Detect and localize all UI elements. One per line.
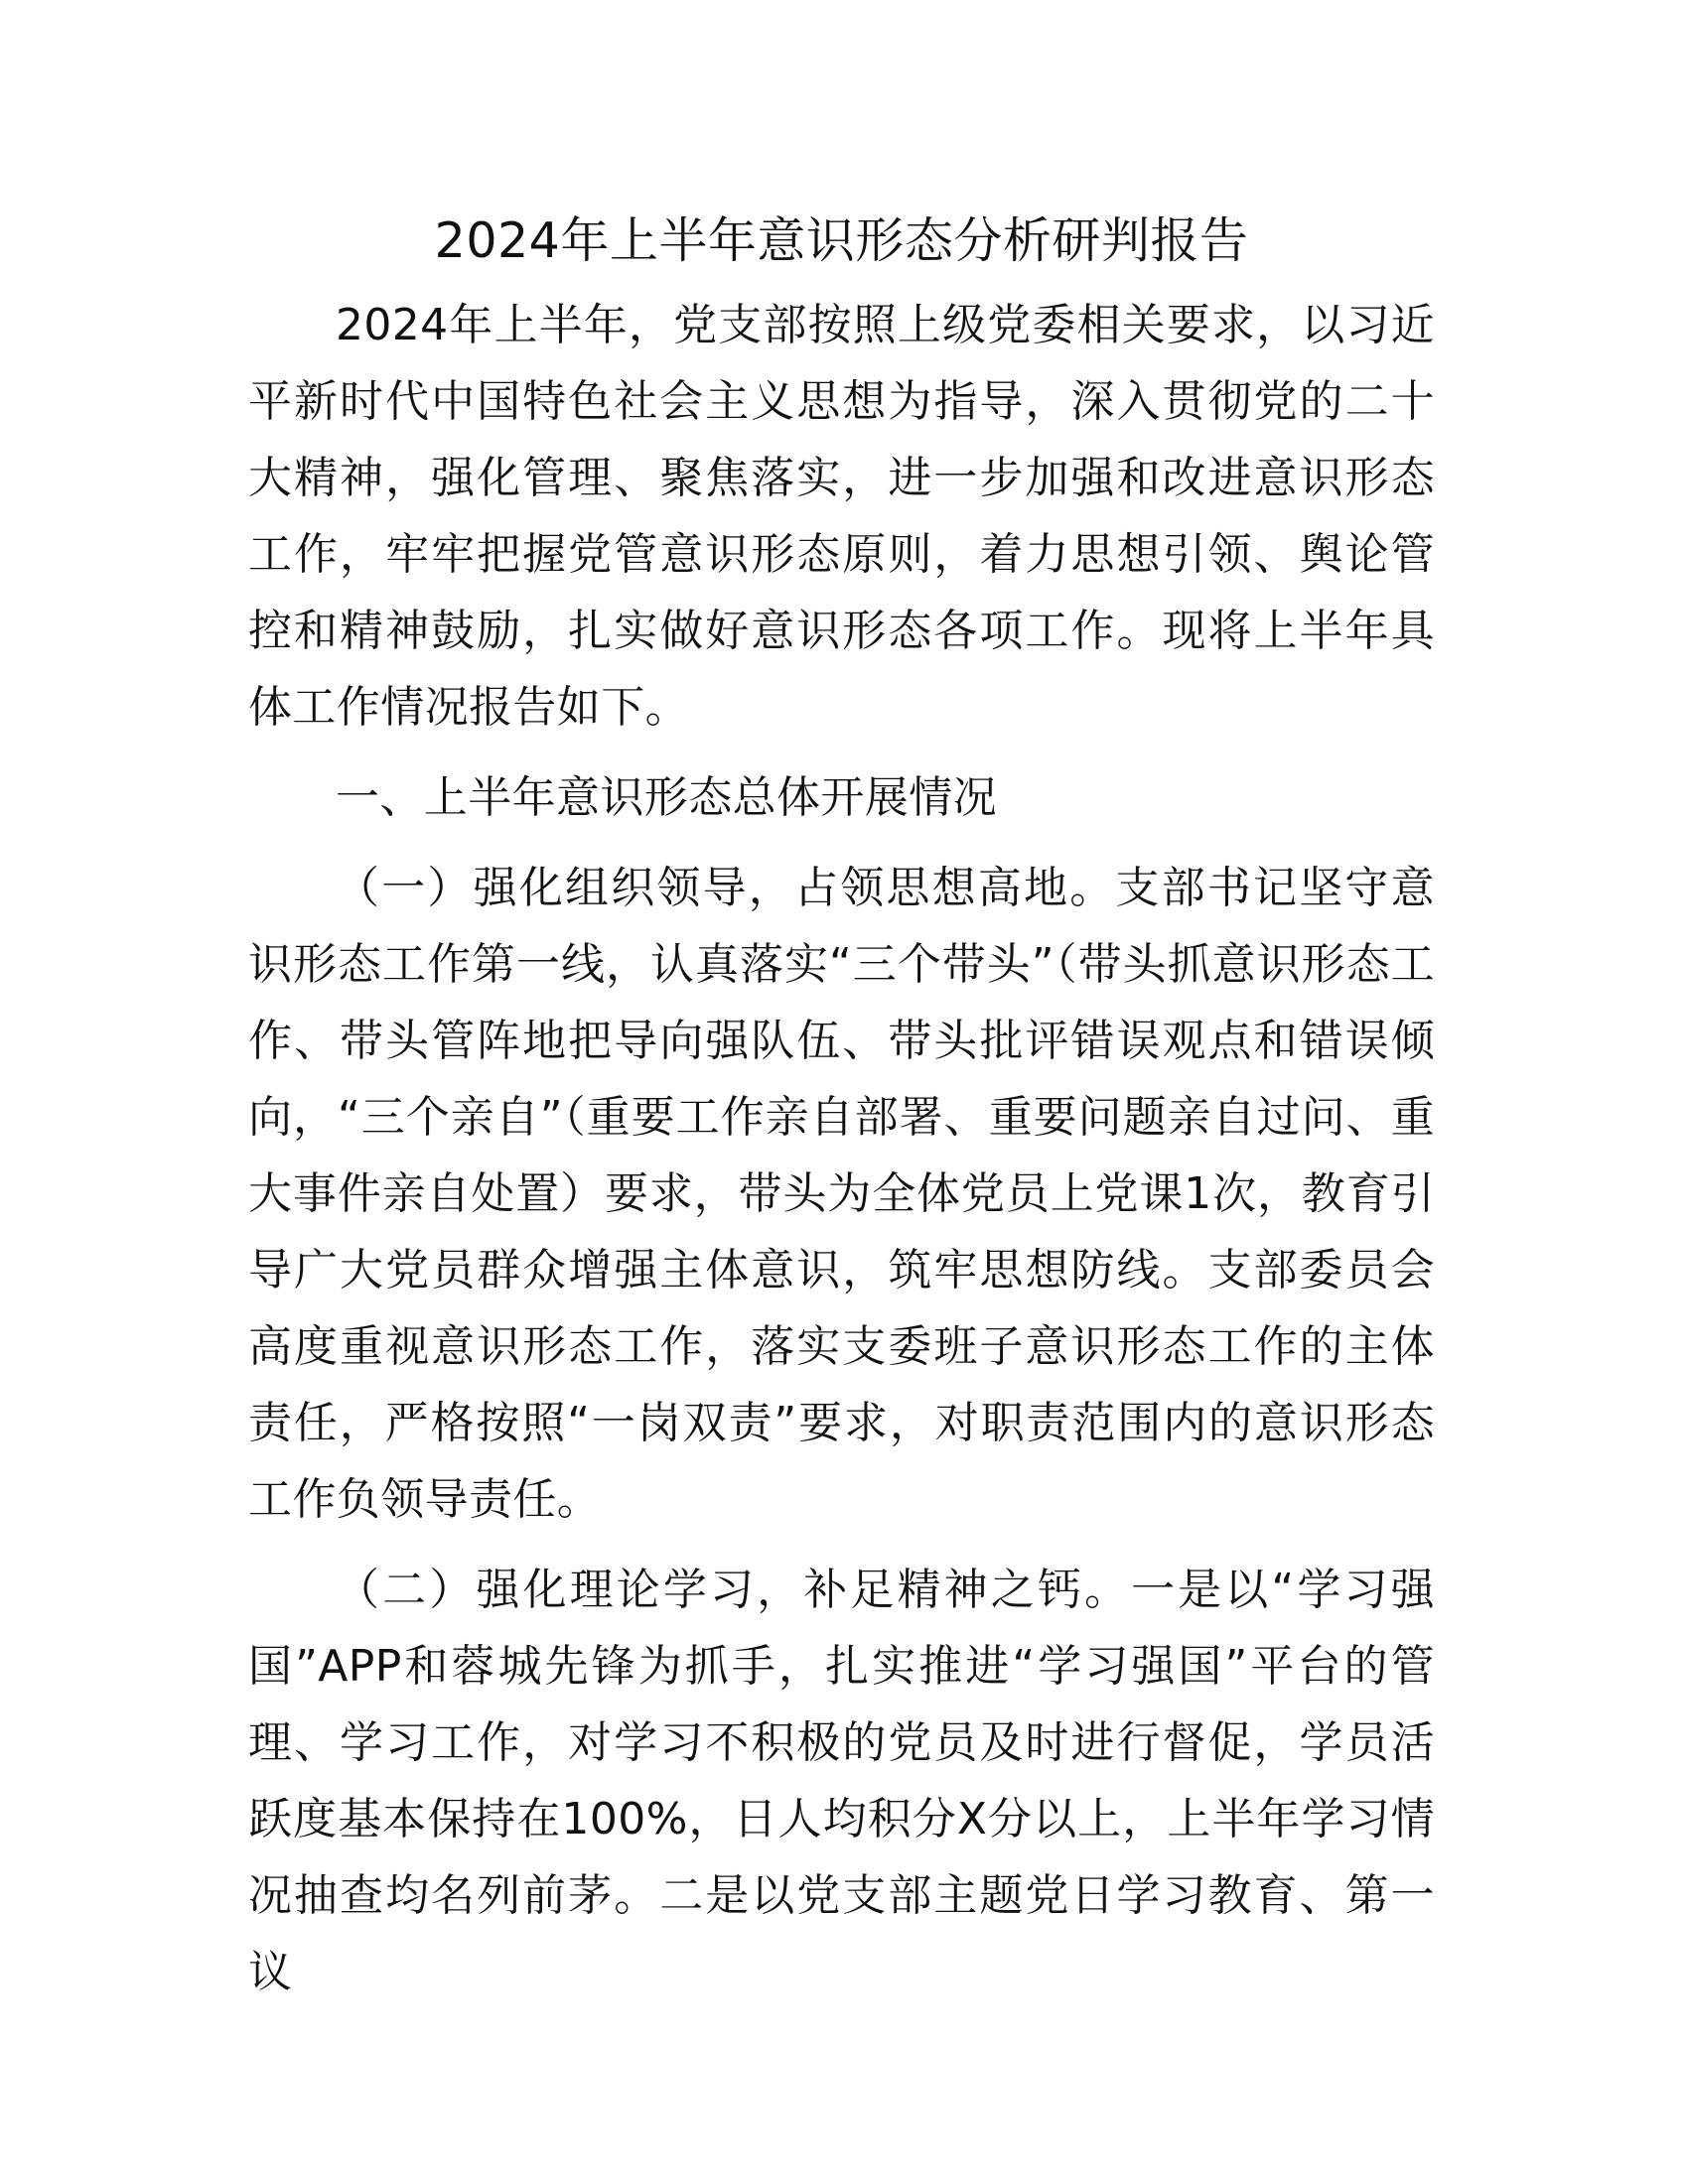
paragraph-organization-leadership: （一）强化组织领导，占领思想高地。支部书记坚守意识形态工作第一线，认真落实“三个带头”（带头抓意识形态工作、带头管阵地把导向强队伍、带头批评错误观点和错误倾向，“三个亲自”（重要工作亲自部署、重要问题亲自过问、重大事件亲自处置）要求，带头为全体党员上党课1次，教育引导广大党员群众增强主体意识，筑牢思想防线。支部委员会高度重视意识形态工作，落实支委班子意识形态工作的主体责任，严格按照“一岗双责”要求，对职责范围内的意识形态工作负领导责任。	[248, 863, 1435, 1525]
document-body	[248, 204, 1435, 2010]
intro-paragraph: 2024年上半年，党支部按照上级党委相关要求，以习近平新时代中国特色社会主义思想为指导，深入贯彻党的二十大精神，强化管理、聚焦落实，进一步加强和改进意识形态工作，牢牢把握党管意识形态原则，着力思想引领、舆论管控和精神鼓励，扎实做好意识形态各项工作。现将上半年具体工作情况报告如下。	[248, 300, 1435, 733]
paragraph-theory-study: （二）强化理论学习，补足精神之钙。一是以“学习强国”APP和蓉城先锋为抓手，扎实推进“学习强国”平台的管理、学习工作，对学习不积极的党员及时进行督促，学员活跃度基本保持在100%，日人均积分X分以上，上半年学习情况抽查均名列前茅。二是以党支部主题党日学习教育、第一议	[248, 1565, 1435, 1997]
document-title: 2024年上半年意识形态分析研判报告	[434, 212, 1249, 269]
section-heading: 一、上半年意识形态总体开展情况	[336, 772, 997, 823]
